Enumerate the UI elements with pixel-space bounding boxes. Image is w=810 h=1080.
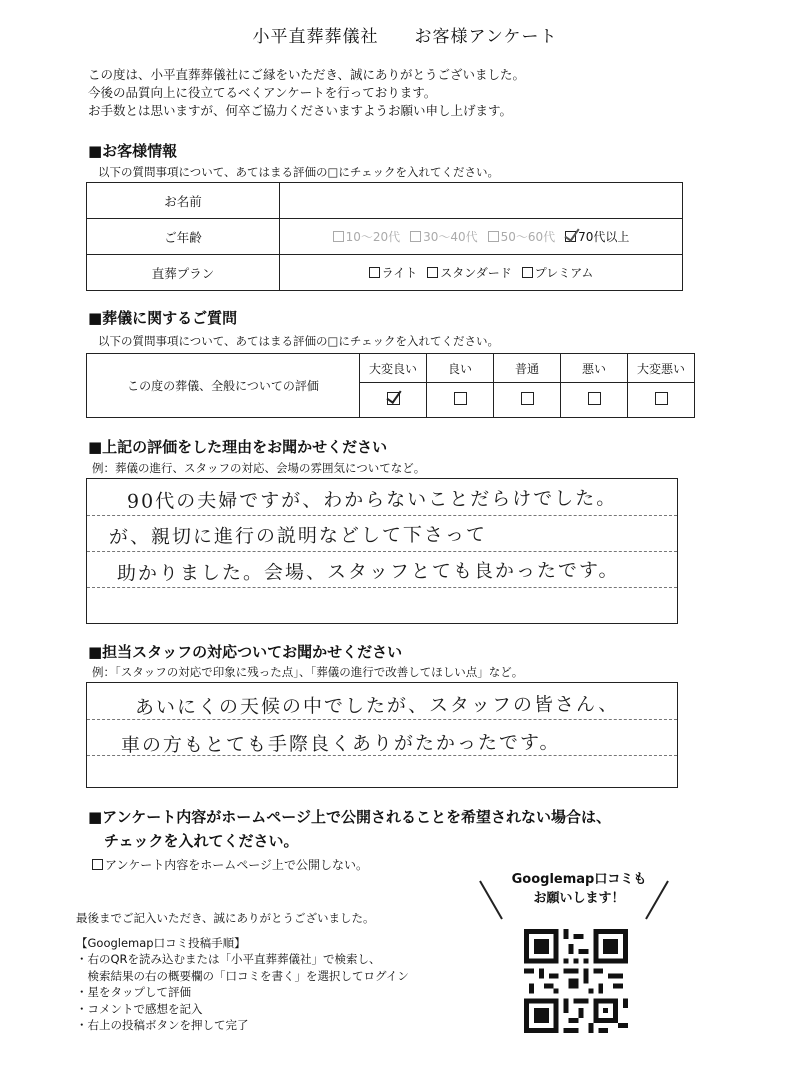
- name-label: お名前: [87, 183, 280, 219]
- checkbox-icon: [369, 267, 380, 278]
- checked-checkbox-icon[interactable]: [387, 392, 400, 405]
- checkbox-icon[interactable]: [454, 392, 467, 405]
- rating-table: [86, 353, 695, 418]
- company-name: 小平直葬葬儀社: [252, 27, 379, 47]
- plan-label: 直葬プラン: [87, 255, 280, 291]
- funeral-questions-instruction: 以下の質問事項について、あてはまる評価の□にチェックを入れてください。: [98, 334, 500, 348]
- googlemap-review-badge: Googlemap口コミも お願いします！: [511, 872, 647, 906]
- footer-thanks: 最後までご記入いただき、誠にありがとうございました。: [76, 911, 375, 925]
- funeral-questions-heading: ■葬儀に関するご質問: [88, 309, 238, 327]
- rating-cell: [628, 383, 695, 418]
- checkbox-icon: [522, 267, 533, 278]
- checkbox-icon: [92, 859, 103, 870]
- rating-scale-label: 大変良い: [360, 354, 427, 383]
- rating-scale-label: 大変悪い: [628, 354, 695, 383]
- step-item: 検索結果の右の概要欄の「口コミを書く」を選択してログイン: [76, 968, 409, 983]
- reason-answer-box[interactable]: [86, 478, 678, 624]
- age-option[interactable]: 50～60代: [488, 228, 556, 245]
- staff-heading: ■担当スタッフの対応ついてお聞かせください: [88, 643, 403, 661]
- intro-line: この度は、小平直葬葬儀社にご縁をいただき、誠にありがとうございました。: [88, 67, 526, 82]
- handwritten-line: 車の方もとても手際良くありがたかったです。: [120, 731, 561, 757]
- plan-option[interactable]: スタンダード: [427, 264, 512, 281]
- footer: [76, 910, 409, 1034]
- intro-line: お手数とは思いますが、何卒ご協力くださいますようお願い申し上げます。: [88, 103, 513, 118]
- customer-info-instruction: 以下の質問事項について、あてはまる評価の□にチェックを入れてください。: [98, 165, 500, 179]
- handwritten-line: あいにくの天候の中でしたが、スタッフの皆さん、: [134, 693, 620, 719]
- age-label: ご年齢: [87, 219, 280, 255]
- publish-heading-line2: チェックを入れてください。: [104, 832, 299, 850]
- age-option[interactable]: 10～20代: [333, 228, 401, 245]
- checkbox-icon: [427, 267, 438, 278]
- staff-answer-box[interactable]: [86, 682, 678, 788]
- rating-scale-label: 普通: [494, 354, 561, 383]
- handwritten-line: 90代の夫婦ですが、わからないことだらけでした。: [126, 487, 618, 513]
- customer-info-table: [86, 182, 683, 291]
- step-item: ・星をタップして評価: [76, 985, 191, 999]
- plan-options: [280, 255, 683, 291]
- rating-cell: [561, 383, 628, 418]
- plan-option[interactable]: ライト: [369, 264, 418, 281]
- customer-info-heading: ■お客様情報: [88, 142, 178, 160]
- rating-question: この度の葬儀、全般についての評価: [87, 354, 360, 418]
- reason-example: 例：葬儀の進行、スタッフの対応、会場の雰囲気についてなど。: [92, 461, 426, 475]
- handwritten-line: 助かりました。会場、スタッフとても良かったです。: [116, 559, 620, 585]
- table-row: [87, 183, 683, 219]
- rating-cell: [494, 383, 561, 418]
- checkbox-icon[interactable]: [588, 392, 601, 405]
- steps-title: 【Googlemap口コミ投稿手順】: [76, 935, 246, 950]
- age-option[interactable]: 30～40代: [410, 228, 478, 245]
- rating-cell: [360, 383, 427, 418]
- intro-text: [88, 66, 525, 120]
- page-title: [0, 22, 810, 47]
- step-item: ・右のQRを読み込むまたは「小平直葬葬儀社」で検索し、: [76, 952, 381, 966]
- checked-checkbox-icon: [565, 231, 576, 242]
- handwritten-line: が、親切に進行の説明などして下さって: [108, 523, 488, 549]
- name-field[interactable]: [280, 183, 683, 219]
- checkbox-icon: [410, 231, 421, 242]
- publish-heading: ■アンケート内容がホームページ上で公開されることを希望されない場合は、: [88, 808, 611, 826]
- step-item: ・右上の投稿ボタンを押して完了: [76, 1018, 249, 1032]
- table-row: [87, 219, 683, 255]
- staff-example: 例：「スタッフの対応で印象に残った点」、「葬儀の進行で改善してほしい点」など。: [92, 665, 524, 679]
- step-item: ・コメントで感想を記入: [76, 1001, 203, 1016]
- checkbox-icon[interactable]: [655, 392, 668, 405]
- publish-optout-option[interactable]: アンケート内容をホームページ上で公開しない。: [92, 856, 368, 873]
- age-options: [280, 219, 683, 255]
- rating-scale-label: 良い: [427, 354, 494, 383]
- intro-line: 今後の品質向上に役立てるべくアンケートを行っております。: [88, 85, 437, 100]
- checkbox-icon: [488, 231, 499, 242]
- rating-cell: [427, 383, 494, 418]
- qr-code-icon[interactable]: [524, 929, 628, 1033]
- rating-scale-label: 悪い: [561, 354, 628, 383]
- age-option-selected[interactable]: 70代以上: [565, 228, 629, 245]
- table-row: [87, 255, 683, 291]
- plan-option[interactable]: プレミアム: [522, 264, 594, 281]
- checkbox-icon: [333, 231, 344, 242]
- reason-heading: ■上記の評価をした理由をお聞かせください: [88, 438, 388, 456]
- survey-title: お客様アンケート: [414, 27, 558, 47]
- checkbox-icon[interactable]: [521, 392, 534, 405]
- table-row: [87, 354, 695, 383]
